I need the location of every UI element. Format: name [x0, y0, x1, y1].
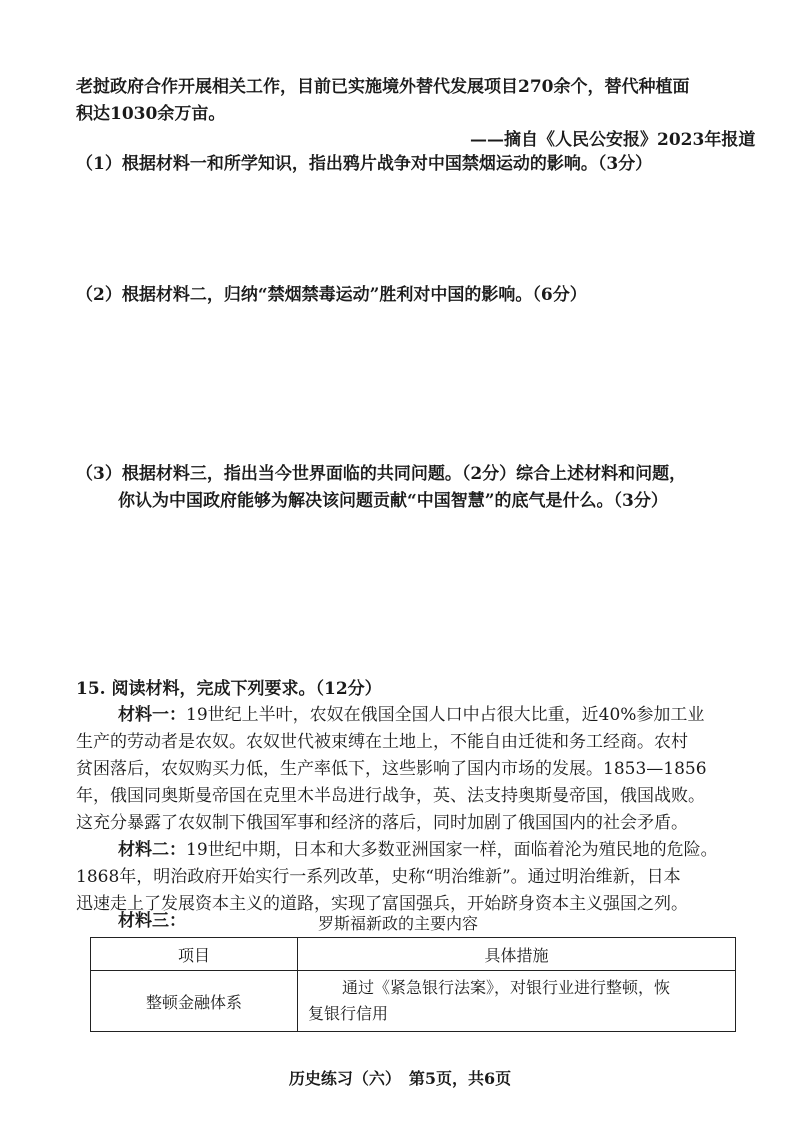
- new-deal-table: [90, 937, 736, 1032]
- passage-line: 积达1030余万亩。: [76, 104, 226, 124]
- table-cell-measure: [298, 971, 736, 1032]
- material-1-label: 材料一：: [118, 705, 186, 725]
- material-1-line: 生产的劳动者是农奴。农奴世代被束缚在土地上，不能自由迁徙和务工经商。农村: [76, 732, 688, 752]
- page-footer: 历史练习（六） 第5页，共6页: [288, 1069, 512, 1088]
- table-header-measure: 具体措施: [298, 938, 736, 971]
- question-3-line: 你认为中国政府能够为解决该问题贡献“中国智慧”的底气是什么。（3分）: [118, 491, 668, 511]
- material-1-text: 19世纪上半叶，农奴在俄国全国人口中占很大比重，近40%参加工业: [186, 705, 705, 725]
- table-header-item: 项目: [91, 938, 298, 971]
- passage-source: ——摘自《人民公安报》2023年报道: [470, 130, 756, 150]
- measure-line: 通过《紧急银行法案》，对银行业进行整顿，恢: [342, 978, 671, 997]
- material-2-line: 1868年，明治政府开始实行一系列改革，史称“明治维新”。通过明治维新，日本: [76, 867, 681, 887]
- question-2: （2）根据材料二，归纳“禁烟禁毒运动”胜利对中国的影响。（6分）: [76, 285, 587, 305]
- material-2-label: 材料二：: [118, 840, 186, 860]
- table-row: [91, 971, 736, 1032]
- material-1-line: 贫困落后，农奴购买力低，生产率低下，这些影响了国内市场的发展。1853—1856: [76, 759, 707, 779]
- material-2-line: 迅速走上了发展资本主义的道路，实现了富国强兵，开始跻身资本主义强国之列。: [76, 894, 688, 914]
- measure-line: 复银行信用: [308, 1004, 389, 1023]
- table-cell-item: 整顿金融体系: [91, 971, 298, 1032]
- material-1-line: 这充分暴露了农奴制下俄国军事和经济的落后，同时加剧了俄国国内的社会矛盾。: [76, 813, 688, 833]
- question-3-line: （3）根据材料三，指出当今世界面临的共同问题。（2分）综合上述材料和问题，: [76, 464, 687, 484]
- table-header-row: [91, 938, 736, 971]
- q15-heading: 15. 阅读材料，完成下列要求。（12分）: [76, 679, 382, 699]
- passage-line: 老挝政府合作开展相关工作，目前已实施境外替代发展项目270余个，替代种植面: [76, 77, 690, 97]
- material-1-line: 年，俄国同奥斯曼帝国在克里木半岛进行战争，英、法支持奥斯曼帝国，俄国战败。: [76, 786, 705, 806]
- material-3-label: 材料三：: [118, 911, 186, 931]
- table-title: 罗斯福新政的主要内容: [318, 914, 479, 933]
- material-1-line: [118, 703, 704, 727]
- question-1: （1）根据材料一和所学知识，指出鸦片战争对中国禁烟运动的影响。（3分）: [76, 154, 653, 174]
- material-2-text: 19世纪中期，日本和大多数亚洲国家一样，面临着沦为殖民地的危险。: [186, 840, 718, 860]
- material-2-line: [118, 838, 718, 862]
